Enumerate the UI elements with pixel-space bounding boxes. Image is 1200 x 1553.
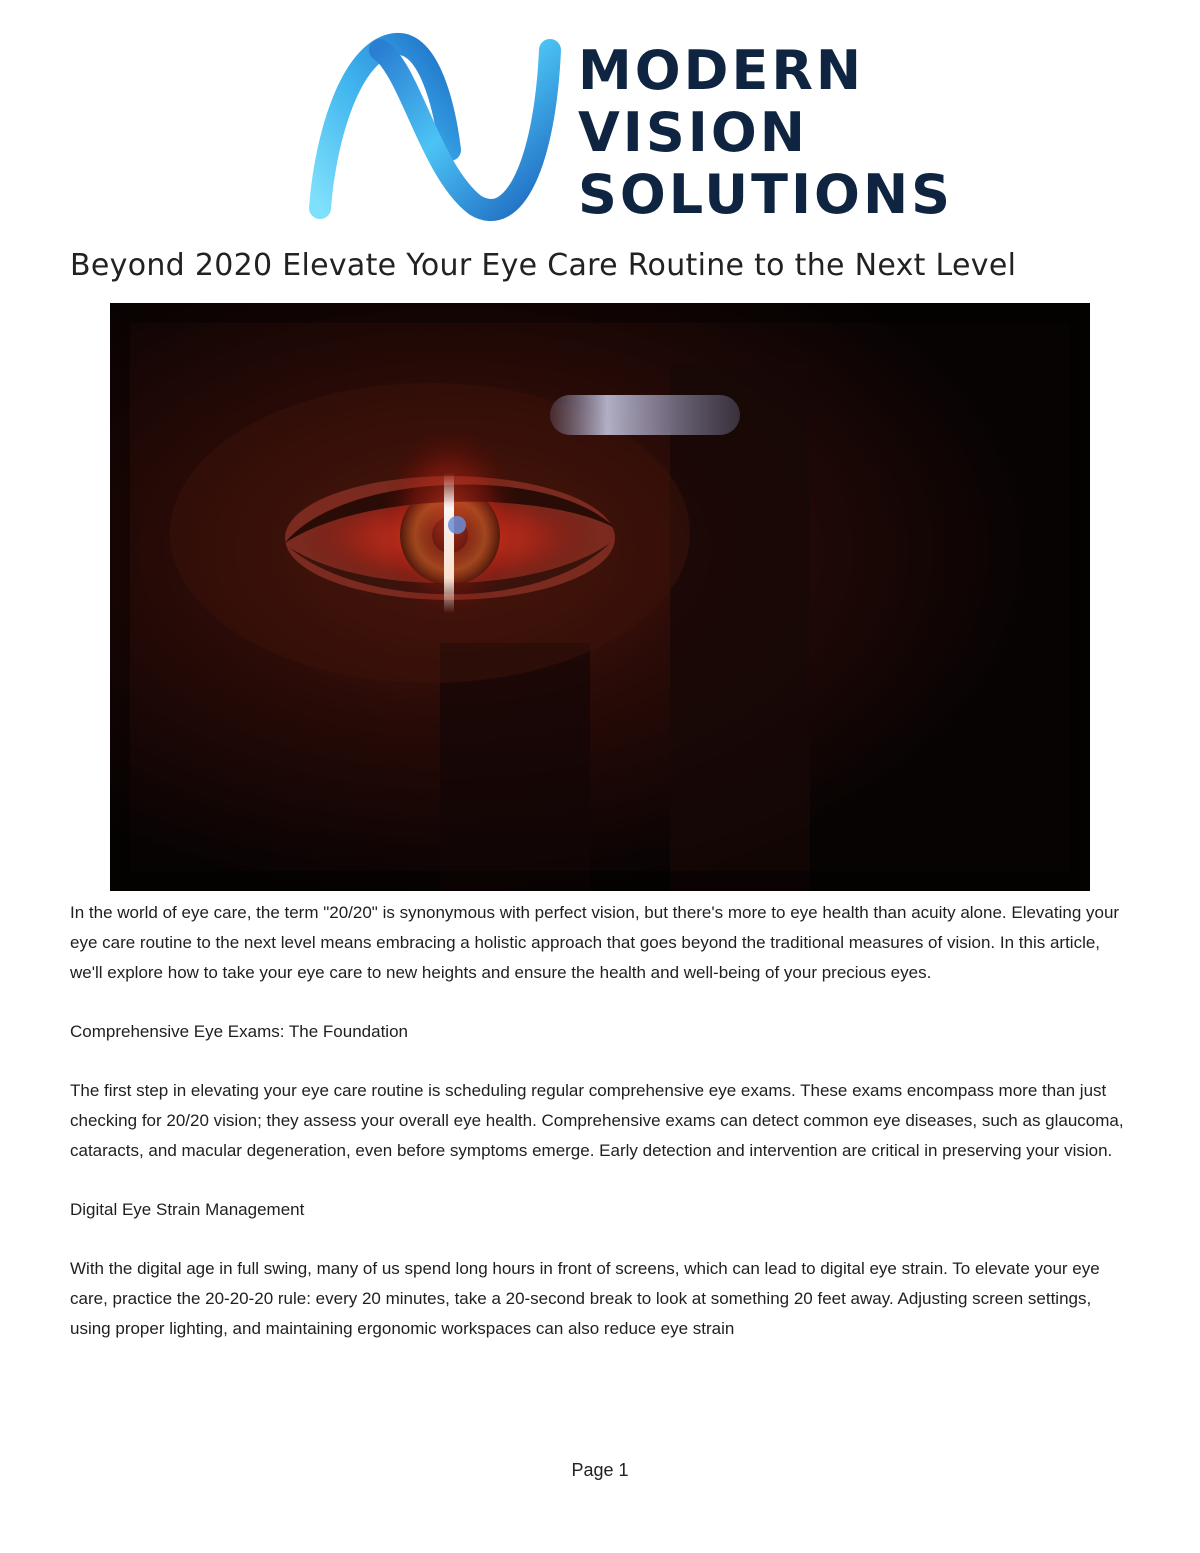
logo-line-2: VISION <box>578 101 808 164</box>
company-logo <box>300 30 954 240</box>
logo-line-3: SOLUTIONS <box>578 163 954 226</box>
hero-image <box>110 303 1090 891</box>
eye-photo-illustration <box>110 303 1090 891</box>
logo-line-1: MODERN <box>578 39 865 102</box>
page-number: Page 1 <box>571 1460 629 1480</box>
logo-swoosh-icon <box>300 30 570 230</box>
section-body-strain: With the digital age in full swing, many of us spend long hours in front of screens, which can lead to digital eye strain. To elevate your eye care, practice the 20-20-20 rule: every 20 minutes, take a 20-second break to look at something 20 feet away. Adjusting screen settings, using proper lighting, and maintaining ergonomic workspaces can also reduce eye strain <box>70 1259 1100 1338</box>
intro-paragraph: In the world of eye care, the term "20/20" is synonymous with perfect vision, but there's more to eye health than acuity alone. Elevating your eye care routine to the next level means embracing a holistic approach that goes beyond the traditional measures of vision. In this article, we'll explore how to take your eye care to new heights and ensure the health and well-being of your precious eyes. <box>70 903 1120 982</box>
article-title: Beyond 2020 Elevate Your Eye Care Routine to the Next Level <box>70 248 1017 283</box>
article-body <box>70 898 1130 1344</box>
section-heading-exams: Comprehensive Eye Exams: The Foundation <box>70 1022 408 1041</box>
logo-wordmark <box>578 40 953 226</box>
section-heading-strain: Digital Eye Strain Management <box>70 1200 305 1219</box>
section-body-exams: The first step in elevating your eye care routine is scheduling regular comprehensive eye exams. These exams encompass more than just checking for 20/20 vision; they assess your overall eye health. Comprehensive exams can detect common eye diseases, such as glaucoma, cataracts, and macular degeneration, even before symptoms emerge. Early detection and intervention are critical in preserving your vision. <box>70 1081 1124 1160</box>
